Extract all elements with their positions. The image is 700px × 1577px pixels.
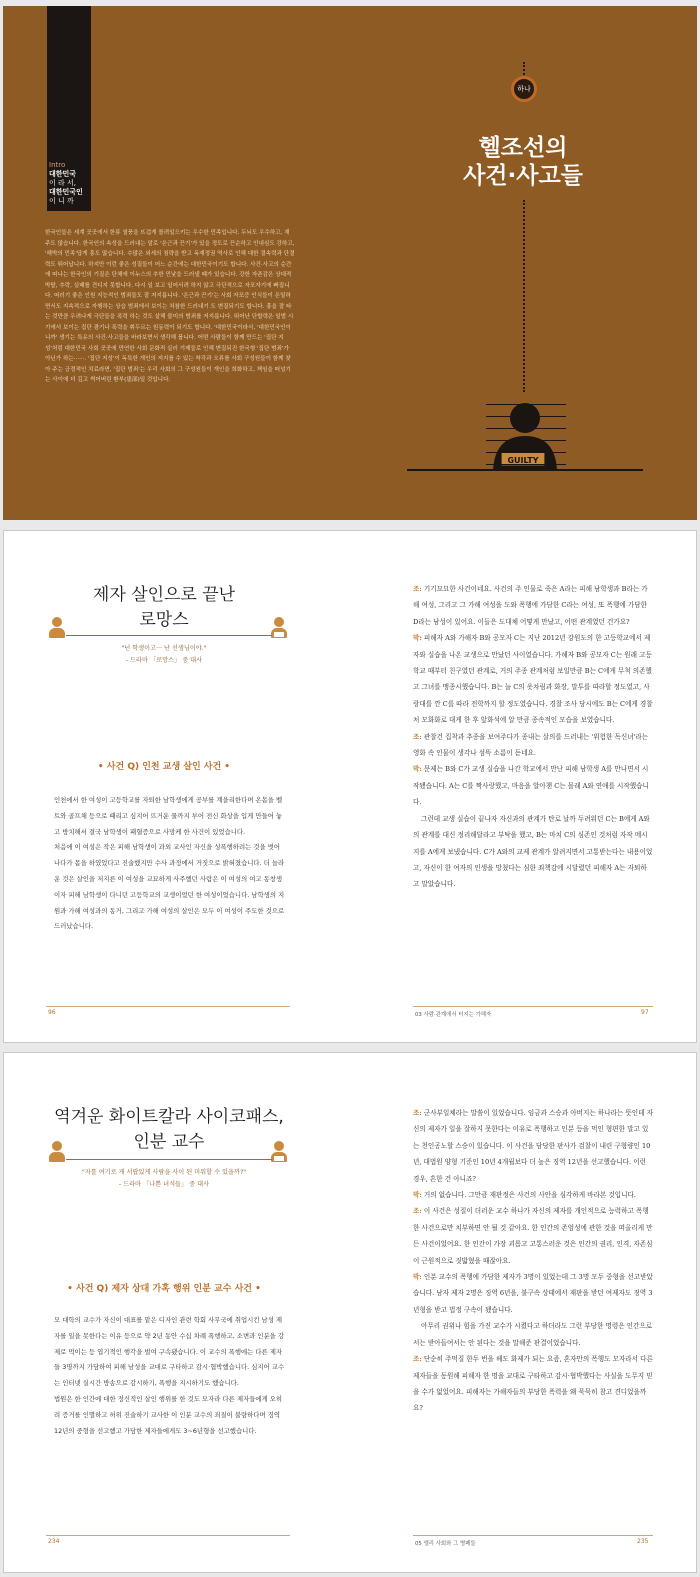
left-page [4,1053,351,1572]
speaker-label: 조: [413,1207,422,1216]
chapter-title-line: 헬조선의 [478,135,568,161]
epigraph [44,643,284,667]
chapter-title-line: 사건·사고들 [463,163,583,189]
dialogue-text: 거의 없습니다. 그만큼 재판정은 사건의 사안을 심각하게 바라본 것입니다. [421,1191,636,1200]
cover-body-text: 한국인들은 세계 곳곳에서 한류 열풍을 뜨겁게 몰려일으키는 우수한 민족입니다. 두뇌도 우수하고, 재주도 많습니다. 한국인의 속성을 드러내는 말로 '은근과 끈기'가 있을 정도로 끈순하고 인내심도 강하고, '해박의 민족'답게 흥도 많습니다. 수많은 외세의 침략을 받고 독재정권 역사로 인해 대한 결속력과 단결력도 뛰어납니다. 하지만 이런 좋은 성질들이 어느 순간에는 대한민국이기도 합니다. 사건·사고의 순간에 떠나는 한국인의 기질은 단체에 이누스의 추한 민낯을 드러낼 때가 있습니다. 강한 자존감은 상대적 박탈, 추락, 실패를 견디지 못합니다. 다시 일 보고 일어서려 하지 않고 극단적으로 자포자기에 빠집니다. 떠러기 좋은 인원 지능적인 범죄들도 잘 저지릅니다. '은근과 끈기'는 사회 자포증 인식들이 은밀하면서도 지속적으로 자행하는 상습 범죄에서 보이는 처참한 드러내기 도 변질되기도 합니다. 흥을 잘 타는 것만큼 우려나게 극단들을 폭력 하는 것도 살해 불미의 범죄를 저지릅니다. 뛰어난 단합력은 일벌 시기에서 보이는 집단 광기나 폭력을 휘두르는 원동력이 되기도 합니다. '대한민국이라서, '대한민국인이니까' 생기는 특유의 사건·사고들을 바라보면서 생각해 봅니다. 어떤 사람들이 함께 만드는 '집단 지성'처럼 대한민국 사회 곳곳에 만연한 사회 문화적 실러 기제들로 인해 변질되진 한국형 '집단 범죄'가 아닌가 하는······. '집단 지성'이 독특한 개인의 저지를 수 있는 착각과 오류를 사회 구성원들이 함께 찾아 주는 긍정적인 치료라면, '집단 범죄'는 우리 사회의 그 구성원들이 개인을 희화하고, 책임을 떠넘기는 사이에 더 깊고 썩어버린 환부(患部)일 것입니다. [45,230,295,383]
book-spread-2 [3,1052,697,1573]
case-summary: 인천에서 한 여성이 고등학교를 자퇴한 남학생에게 공부를 계을리한다며 온몸을 벨트와 골프채 등으로 때리고 심지어 뜨거운 물까지 부어 전신 화상을 입게 만들어 놓고 방치해서 결국 남학생이 패혈증으로 사망케 한 사건이 있었습니다. 처음에 이 여성은 작은 피해 남학생이 과외 교사인 자신을 성폭행하려는 것을 벗어나다가 몸을 하였었다고 진술했지만 수사 과정에서 거짓으로 밝혀졌습니다. 더 놀라운 것은 살인을 저지른 이 여성을 교묘하게 사주했던 사람은 이 여성의 여고 동창생이자 피해 남학생이 다니던 고등학교의 교생이었던 한 여성이었습니다. 남학생의 지원과 가해 여성과의 동거, 그리고 가해 여성의 살인은 모두 이 여성이 주도한 것으로 드러났습니다. [54,796,285,931]
dialogue-text: 인분 교수의 폭행에 가담한 제자가 3명이 있었는데 그 3명 모두 중형을 선고받았습니다. 남자 제자 2명은 징역 6년을, 불구속 상태에서 재판을 받던 여제자도 징역 3년형을 받고 법정 구속이 됐습니다. [413,1273,653,1314]
dialogue [413,581,653,893]
dialogue [413,1105,653,1417]
right-page [351,1053,698,1572]
chapter-cover [3,6,697,520]
detective-icon [48,617,66,639]
epigraph-source: - 드라마 「나쁜 녀석들」 중 대사 [118,1181,210,1188]
footer-rule [413,1006,653,1007]
dialogue-paragraph [413,729,653,762]
dialogue-text: 기기묘묘한 사건이네요. 사건의 주 인물로 죽은 A라는 피해 남학생과 B라는 가해 여성, 그리고 그 가해 여성을 도와 폭행에 가담한 C라는 여성, 또 폭행에 가담한 D라는 남성이 있어요. 이들은 도대체 어떻게 만났고, 어떤 관계였던 건가요? [413,585,648,626]
dialogue-text: 이 사건은 성질이 더러운 교수 하나가 자신의 제자를 개인적으로 능력하고 폭행한 사건으로만 치부하면 안 될 것 같아요. 한 인간의 존엄성에 관한 것을 떠올리게 만든 사건이었어요. 한 인간이 가장 괴롭고 고통스러운 것은 인간의 권리, 인격, 자존심이 근원적으로 짓밟혔을 때잖아요. [413,1207,653,1265]
story-title-line: 역겨운 화이트칼라 사이코패스, [54,1107,284,1127]
speaker-label: 조: [413,1109,422,1117]
dialogue-paragraph [413,811,653,893]
title-underline [66,1159,272,1160]
left-page [4,531,351,1042]
dialogue-paragraph [413,1269,653,1318]
chain-line [523,200,525,392]
footer-rule [46,1535,290,1536]
dialogue-text: 그런데 교생 실습이 끝나자 자신과의 관계가 탄로 날까 두려워던 C는 B에게 A와의 관계를 대신 정리해달라고 부탁을 했고, B는 마치 C의 심존인 것처럼 자작 메시지를 A에게 보냈습니다. C가 A와의 교제 관계가 알려지면서 고통받는다는 내용이었고, 자신이 한 여자의 인생을 망쳤다는 심한 죄책감에 시달렸던 피해자 A는 자퇴하고 말았습니다. [413,814,653,889]
dialogue-paragraph [413,630,653,728]
page-number: 235 [637,1538,649,1545]
story-title-line: 로망스 [139,610,189,630]
page-number: 234 [48,1538,60,1545]
dialogue-paragraph [413,761,653,810]
page-number: 97 [641,1009,649,1016]
dialogue-text: 피해자 A와 가해자 B와 공모자 C는 지난 2012년 강원도의 한 고등학교에서 제자와 실습을 나온 교생으로 만났던 사이였습니다. 가해자 B와 공모자 C는 원래 고등학교 때부터 친구였던 관계로, 거의 주종 관계처럼 보일만큼 B는 C에게 무척 의존했고 그녀를 맹종시했습니다. B는 늘 C의 옷차림과 화장, 말투를 따라할 정도였고, 사랑대를 깐 C를 따라 전학까지 할 정도였습니다. 경찰 조사 당시에도 B는 C에게 경찰처 모화화로 대게 한 후 앞화석에 알 만큼 종속적인 모습을 보였습니다. [413,634,653,725]
dialogue-paragraph [413,1318,653,1351]
epigraph-source: - 드라마 「로망스」 중 대사 [125,657,203,664]
case-summary: 모 대학의 교수가 자신이 대표를 맡은 디자인 관련 학회 사무국에 취업시킨 남성 제자를 일을 못한다는 이유 등으로 약 2년 동안 수십 차례 폭행하고, 소변과 인분을 강제로 먹이는 등 엽기적인 행각을 벌여 구속됐습니다. 이 교수의 폭행에는 다른 제자들 3명까지 가담하여 피해 남성을 교대로 구타하고 감시·협박했습니다. 심지어 교수는 인터넷 실시간 방송으로 감시하기, 폭행을 지시하기도 했습니다. 법원은 한 인간에 대한 정신적인 살인 행위를 한 것도 모자라 다른 제자들에게 오히려 증거를 인멸하고 허위 진술하기 교사한 이 인분 교수의 죄질이 불량하다며 징역 12년의 중형을 선고했고 가담한 제자들에게도 3~6년형을 선고했습니다. [54,1316,285,1435]
dialogue-paragraph [413,1105,653,1187]
guilty-sign: GUILTY [507,456,539,465]
footer-rule [413,1535,653,1536]
footer-rule [46,1006,290,1007]
running-head: 05 엘리 사회와 그 병폐들 [415,1541,476,1547]
intro-line: 이 니 까 [49,197,74,205]
running-head: 03 사람·관계에서 터지는 가해자 [415,1012,492,1018]
floor-line [407,469,643,471]
dialogue-text: 군사부일체라는 말씀이 있었습니다. 임금과 스승과 아버지는 하나라는 뜻인데 자신의 제자가 일을 잘하지 못한다는 이유로 폭행하고 인분 등을 먹인 형편한 말고 있는 천인공노할 스승이 있습니다. 이 사건을 담당한 판사가 검찰이 내린 구형량인 10년, 대법원 양형 기준인 10년 4개월보다 더 높은 징역 12년을 선고했습니다. 이런 경우, 흔한 건 아니죠? [413,1109,653,1183]
intro-line: 대한민국 [49,170,77,178]
epigraph [34,1167,294,1191]
chapter-ring-badge: 하나 [511,76,537,102]
speaker-label: 박: [413,1191,422,1200]
dialogue-paragraph [413,1187,653,1203]
intro-line: 대한민국인 [49,188,83,196]
case-title: • 사건 Q) 인천 교생 살인 사건 • [97,762,231,772]
dialogue-paragraph [413,581,653,630]
dialogue-text: 문제는 B와 C가 교생 실습을 나간 학교에서 만난 피해 남학생 A를 만나면서 시작됐습니다. A는 C를 짝사랑했고, 마음을 알아챈 C는 몰래 A와 연애를 시작했습니다. [413,765,649,807]
story-title-line: 제자 살인으로 끝난 [92,585,236,605]
dialogue-paragraph [413,1351,653,1417]
epigraph-quote: "넌 학생이고··· 난 선생님이야." [121,645,207,652]
dialogue-text: 관찰건 집착과 추종을 보여주다가 종내는 살의를 드러내는 '위험한 독신녀'라는 영화 속 인물이 생각나 섬뜩 소름이 돋네요. [413,732,649,758]
speaker-label: 조: [413,732,422,741]
reporter-laptop-icon [270,1141,288,1163]
reporter-laptop-icon [270,617,288,639]
intro-label: Intro [49,161,66,169]
speaker-label: 조: [413,1355,422,1364]
epigraph-quote: "자를 여기로 게 서랍있게 사람을 사이 된 미워할 수 있을까?" [81,1169,247,1176]
intro-line: 이 라 서, [49,179,76,187]
page-number: 96 [48,1009,56,1016]
title-underline [66,635,272,636]
prison-bars [486,404,566,476]
intro-label-block [49,161,93,206]
story-title [44,583,284,633]
speaker-label: 박: [413,1273,422,1282]
dialogue-paragraph [413,1203,653,1269]
speaker-label: 박: [413,634,422,643]
case-title: • 사건 Q) 제자 상대 가혹 행위 인분 교수 사건 • [67,1284,261,1294]
dialogue-text: 아무리 권위나 힘을 가진 교수가 시켰다고 하더라도 그런 부당한 명령은 인간으로서는 받아들여서는 안 된다는 것을 말해준 판결이었습니다. [413,1322,653,1347]
chapter-title [423,134,623,190]
book-spread-1 [3,530,697,1043]
speaker-label: 조: [413,585,422,593]
story-title-line: 인분 교수 [133,1132,205,1152]
right-page [351,531,698,1042]
speaker-label: 박: [413,765,422,774]
detective-icon [48,1141,66,1163]
dialogue-text: 단순히 주먹질 한두 번을 헤도 화제가 되는 요즘, 혼자만의 폭행도 모자라서 다른 제자들을 동원해 피해자 한 명을 교대로 구타하고 감시·협박했다는 사실을 도무지 믿을 수가 없었어요. 피해자는 가해자들의 부당한 폭력을 왜 묵묵히 참고 견디었을까요? [413,1355,653,1413]
